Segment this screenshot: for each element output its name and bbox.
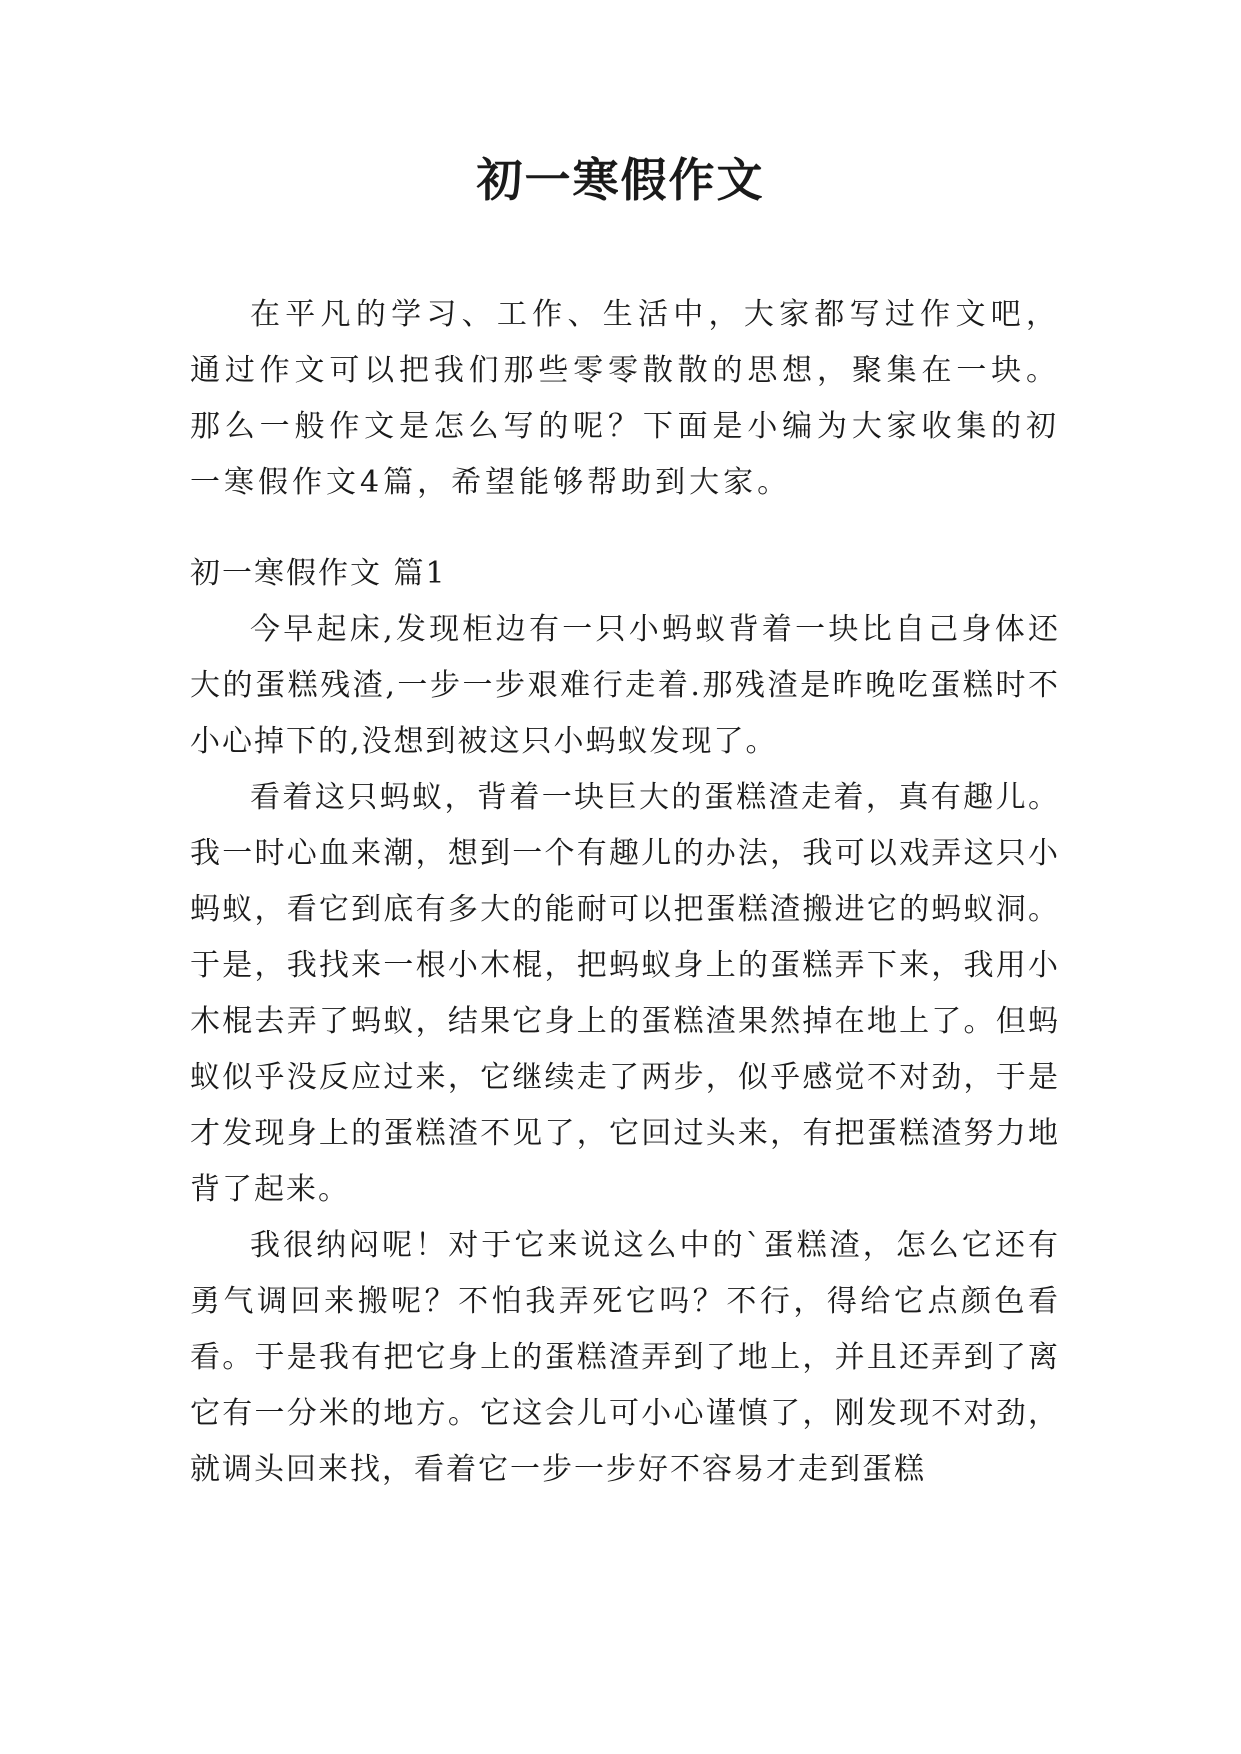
document-body [190, 287, 1060, 1498]
document-title: 初一寒假作文 [476, 153, 765, 207]
intro-paragraph: 在平凡的学习、工作、生活中，大家都写过作文吧，通过作文可以把我们那些零零散散的思想，聚集在一块。那么一般作文是怎么写的呢？下面是小编为大家收集的初一寒假作文4篇，希望能够帮助到大家。 [190, 297, 1060, 500]
body-paragraph: 看着这只蚂蚁，背着一块巨大的蛋糕渣走着，真有趣儿。我一时心血来潮，想到一个有趣儿的办法，我可以戏弄这只小蚂蚁，看它到底有多大的能耐可以把蛋糕渣搬进它的蚂蚁洞。于是，我找来一根小木棍，把蚂蚁身上的蛋糕弄下来，我用小木棍去弄了蚂蚁，结果它身上的蛋糕渣果然掉在地上了。但蚂蚁似乎没反应过来，它继续走了两步，似乎感觉不对劲，于是才发现身上的蛋糕渣不见了，它回过头来，有把蛋糕渣努力地背了起来。 [190, 780, 1060, 1207]
body-paragraph: 我很纳闷呢！对于它来说这么中的`蛋糕渣，怎么它还有勇气调回来搬呢？不怕我弄死它吗？不行，得给它点颜色看看。于是我有把它身上的蛋糕渣弄到了地上，并且还弄到了离它有一分米的地方。它这会儿可小心谨慎了，刚发现不对劲，就调头回来找，看着它一步一步好不容易才走到蛋糕 [190, 1228, 1060, 1487]
body-paragraph: 今早起床,发现柜边有一只小蚂蚁背着一块比自己身体还大的蛋糕残渣,一步一步艰难行走着.那残渣是昨晚吃蛋糕时不小心掉下的,没想到被这只小蚂蚁发现了。 [190, 612, 1060, 759]
section-heading: 初一寒假作文 篇1 [190, 556, 447, 591]
